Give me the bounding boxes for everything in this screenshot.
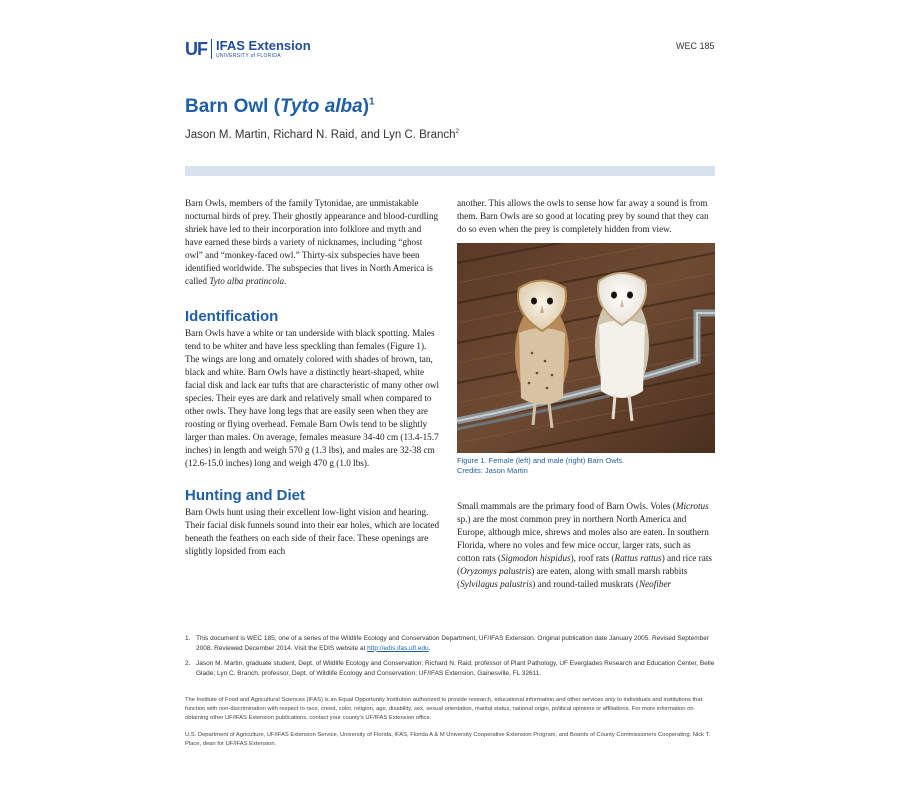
footnotes — [185, 634, 715, 684]
logo-main-text: IFAS Extension — [216, 38, 311, 53]
footnote-1: 1. This document is WEC 185, one of a series of the Wildlife Ecology and Conservation Department, UF/IFAS Extension. Original publication date January 2005. Revised September 2008. Reviewed December 2014. Visit the EDIS website at http://edis.ifas.ufl.edu. — [185, 635, 710, 652]
hunting-paragraph-continued: another. This allows the owls to sense how far away a sound is from them. Barn Owls are so good at locating prey by sound that they can do so even when the prey is completely hidden from view. — [457, 198, 709, 234]
diet-paragraph: Small mammals are the primary food of Barn Owls. Voles (Microtus sp.) are the most common prey in northern North America and Europe, although mice, shrews and moles also are eaten. In southern Florida, where no voles and few mice occur, larger rats, such as cotton rats (Sigmodon hispidus), roof rats (Rattus rattus) and rice rats (Oryzomys palustris) are eaten, along with small marsh rabbits (Sylvilagus palustris) and round-tailed muskrats (Neofiber — [457, 501, 712, 589]
logo-sub-text: UNIVERSITY of FLORIDA — [216, 53, 281, 59]
intro-paragraph: Barn Owls, members of the family Tytonidae, are unmistakable nocturnal birds of prey. Their ghostly appearance and blood-curdling shriek have led to their incorporation into folklore and myth and have earned these birds a variety of nicknames, including “ghost owl” and “monkey-faced owl.” Thirty-six subspecies have been identified worldwide. The subspecies that lives in North America is called Tyto alba pratincola. — [185, 198, 439, 286]
usda-statement: U.S. Department of Agriculture, UF/IFAS Extension Service, University of Florida, IFAS, Florida A & M University Cooperative Extension Program, and Boards of County Commissioners Cooperating. Nick T. Place, dean for UF/IFAS Extension. — [185, 732, 711, 747]
identification-heading: Identification — [185, 308, 279, 325]
page-title: Barn Owl (Tyto alba)$^1$ — [185, 96, 375, 117]
document-number: WEC 185 — [676, 41, 715, 51]
left-column — [185, 197, 440, 558]
right-column — [457, 197, 715, 591]
figure-credits: Credits: Jason Martin — [457, 466, 528, 475]
hunting-heading: Hunting and Diet — [185, 487, 305, 504]
barn-owls-photo — [457, 243, 715, 453]
hunting-paragraph: Barn Owls hunt using their excellent low-light vision and hearing. Their facial disk funnels sound into their ear holes, which are located beneath the feathers on each side of their face. These openings are slightly lopsided from each — [185, 507, 440, 556]
edis-link[interactable]: http://edis.ifas.ufl.edu — [367, 644, 429, 652]
footnote-2: 2. Jason M. Martin, graduate student, Dept. of Wildlife Ecology and Conservation; Richard N. Raid, professor of Plant Pathology, UF Everglades Research and Education Center, Belle Glade; Lyn C. Branch, professor, Dept. of Wildlife Ecology and Conservation; UF/IFAS Extension, Gainesville, FL 32611. — [185, 660, 715, 677]
identification-paragraph: Barn Owls have a white or tan underside with black spotting. Males tend to be whiter and have less speckling than females (Figure 1). The wings are long and ornately colored with shades of brown, tan, black and white. Barn Owls have a distinctly heart-shaped, white facial disk and lack ear tufts that are characteristic of many other owl species. Their eyes are dark and relatively small when compared to other owls. They have long legs that are easily seen when they are roosting or flying overhead. Female Barn Owls tend to be slightly larger than males. On average, females measure 34-40 cm (13.4-15.7 inches) in length and weigh 570 g (1.3 lbs), and males are 32-38 cm (12.6-15.0 inches) long and weigh 470 g (1.0 lbs). — [185, 328, 440, 468]
logo-wordmark — [211, 39, 311, 59]
header-divider-bar — [185, 166, 715, 176]
ifas-logo[interactable] — [185, 39, 311, 59]
equal-opportunity-statement: The Institute of Food and Agricultural Sciences (IFAS) is an Equal Opportunity Institution authorized to provide research, educational information and other services only to individuals and institutions that function with non-discrimination with respect to race, creed, color, religion, age, disability, sex, sexual orientation, marital status, national origin, political opinions or affiliations. For more information on obtaining other UF/IFAS Extension publications, contact your county’s UF/IFAS Extension office. — [185, 697, 703, 721]
logo-uf-mark: UF — [185, 39, 207, 59]
authors-line: Jason M. Martin, Richard N. Raid, and Lyn C. Branch$^2$ — [185, 129, 459, 141]
figure-caption: Figure 1. Female (left) and male (right) Barn Owls. Credits: Jason Martin — [457, 456, 715, 476]
